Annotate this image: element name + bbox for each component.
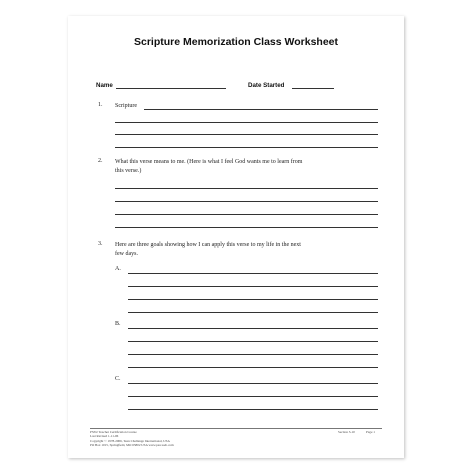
answer-line[interactable] bbox=[115, 147, 378, 148]
name-field[interactable] bbox=[116, 88, 226, 89]
answer-line[interactable] bbox=[128, 286, 378, 287]
date-started-label: Date Started bbox=[248, 82, 285, 89]
answer-line[interactable] bbox=[115, 122, 378, 123]
answer-line[interactable] bbox=[115, 227, 378, 228]
name-label: Name bbox=[96, 82, 113, 89]
answer-line[interactable] bbox=[128, 367, 378, 368]
question-3-number: 3. bbox=[98, 241, 103, 247]
question-1-label: Scripture bbox=[115, 103, 137, 109]
footer-copyright: Copyright © 1978-2006, Teen Challenge International, USA bbox=[90, 438, 170, 443]
question-3-text-line2: few days. bbox=[115, 251, 138, 257]
answer-line[interactable] bbox=[128, 354, 378, 355]
answer-line[interactable] bbox=[128, 328, 378, 329]
answer-line[interactable] bbox=[128, 312, 378, 313]
footer-address: PO Box 1015, Springfield, MO 65802 USA www.psu.web.com bbox=[90, 443, 174, 448]
footer-page: Page 1 bbox=[366, 430, 375, 434]
answer-line[interactable] bbox=[128, 273, 378, 274]
footer-course: PSSU Teacher Certification Course bbox=[90, 430, 137, 434]
answer-line[interactable] bbox=[128, 383, 378, 384]
answer-line[interactable] bbox=[128, 396, 378, 397]
goal-a-label: A. bbox=[115, 266, 121, 272]
worksheet-page bbox=[68, 16, 404, 458]
question-1-number: 1. bbox=[98, 102, 103, 108]
answer-line[interactable] bbox=[115, 188, 378, 189]
answer-line[interactable] bbox=[128, 299, 378, 300]
question-2-text-line1: What this verse means to me. (Here is what I feel God wants me to learn from bbox=[115, 159, 303, 165]
answer-line[interactable] bbox=[144, 109, 378, 110]
answer-line[interactable] bbox=[128, 409, 378, 410]
question-3-text-line1: Here are three goals showing how I can apply this verse to my life in the next bbox=[115, 242, 301, 248]
answer-line[interactable] bbox=[115, 201, 378, 202]
answer-line[interactable] bbox=[115, 134, 378, 135]
goal-c-label: C. bbox=[115, 376, 121, 382]
footer-section: Section 3-10 bbox=[338, 430, 355, 434]
date-started-field[interactable] bbox=[292, 88, 334, 89]
goal-b-label: B. bbox=[115, 321, 121, 327]
footer-divider bbox=[90, 428, 382, 429]
answer-line[interactable] bbox=[115, 214, 378, 215]
worksheet-title: Scripture Memorization Class Worksheet bbox=[133, 36, 339, 48]
question-2-number: 2. bbox=[98, 158, 103, 164]
question-2-text-line2: this verse.) bbox=[115, 168, 142, 174]
footer-revised: Last Revised 1-11-06 bbox=[90, 434, 119, 439]
answer-line[interactable] bbox=[128, 341, 378, 342]
